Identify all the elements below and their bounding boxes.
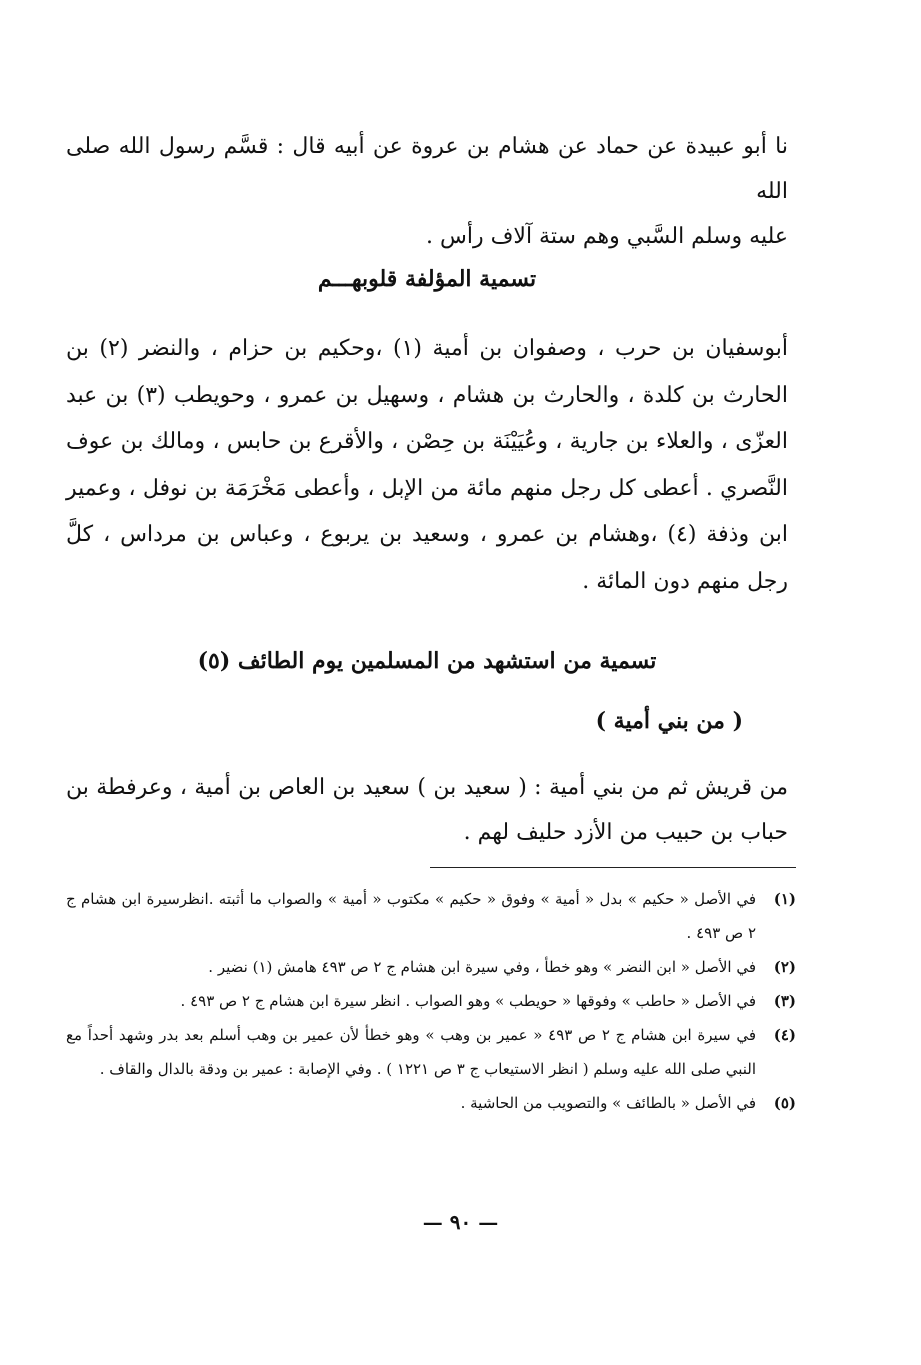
footnote-text: في الأصل « حاطب » وفوقها « حويطب » وهو الصواب . انظر سيرة ابن هشام ج ٢ ص ٤٩٣ . (180, 992, 756, 1010)
footnote-number: (١) (773, 890, 796, 908)
footnotes (66, 882, 796, 1120)
footnote-text: في الأصل « حكيم » بدل « أمية » وفوق « حكيم » مكتوب « أمية » والصواب ما أثبته .انظرسيرة ابن هشام ج ٢ ص ٤٩٣ . (66, 890, 756, 942)
footnote-number: (٤) (773, 1026, 796, 1044)
footnote-number: (٣) (773, 992, 796, 1010)
footnote-1 (66, 882, 796, 950)
section-heading-martyrs: تسمية من استشهد من المسلمين يوم الطائف (٥) (197, 648, 657, 674)
footnote-number: (٢) (773, 958, 796, 976)
section-heading-muallafa: تسمية المؤلفة قلوبهـــم (317, 266, 537, 292)
subheading-bani-umayya: ( من بني أمية ) (595, 708, 743, 734)
footnote-number: (٥) (773, 1094, 796, 1112)
footnote-separator (430, 867, 796, 868)
footnote-4 (66, 1018, 796, 1086)
footnote-text: في سيرة ابن هشام ج ٢ ص ٤٩٣ « عمير بن وهب » وهو خطأ لأن عمير بن وهب أسلم بعد بدر وشهد أحداً مع النبي صلى الله عليه وسلم ( انظر الاستيعاب ج ٣ ص ١٢٢١ ) . وفي الإصابة : عمير بن ودقة بالدال والقاف . (66, 1026, 757, 1078)
martyrs-paragraph: من قريش ثم من بني أمية : ( سعيد بن ) سعيد بن العاص بن أمية ، وعرفطة بن حباب بن حبيب من الأزد حليف لهم . (66, 775, 788, 845)
page-number: — ٩٠ — (422, 1210, 499, 1234)
footnote-text: في الأصل « بالطائف » والتصويب من الحاشية . (460, 1094, 756, 1112)
footnote-3 (66, 984, 796, 1018)
footnote-2 (66, 950, 796, 984)
footnote-5 (66, 1086, 796, 1120)
footnote-text: في الأصل « ابن النضر » وهو خطأ ، وفي سيرة ابن هشام ج ٢ ص ٤٩٣ هامش (١) نضير . (208, 958, 756, 976)
intro-line-1: نا أبو عبيدة عن حماد عن هشام بن عروة عن أبيه قال : قسَّم رسول الله صلى الله (66, 134, 788, 204)
muallafa-paragraph: أبوسفيان بن حرب ، وصفوان بن أمية (١) ،وحكيم بن حزام ، والنضر (٢) بن الحارث بن كلدة ، والحارث بن هشام ، وسهيل بن عمرو ، وحويطب (٣) بن عبد العزّى ، والعلاء بن جارية ، وعُيَيْنَة بن حِصْن ، والأقرع بن حابس ، ومالك بن عوف النَّصري . أعطى كل رجل منهم مائة من الإبل ، وأعطى مَخْرَمَة بن نوفل ، وعمير ابن وذفة (٤) ،وهشام بن عمرو ، وسعيد بن يربوع ، وعباس بن مرداس ، كلَّ رجل منهم دون المائة . (66, 336, 788, 594)
intro-line-2: عليه وسلم السَّبي وهم ستة آلاف رأس . (426, 224, 788, 249)
intro-paragraph (66, 124, 788, 259)
